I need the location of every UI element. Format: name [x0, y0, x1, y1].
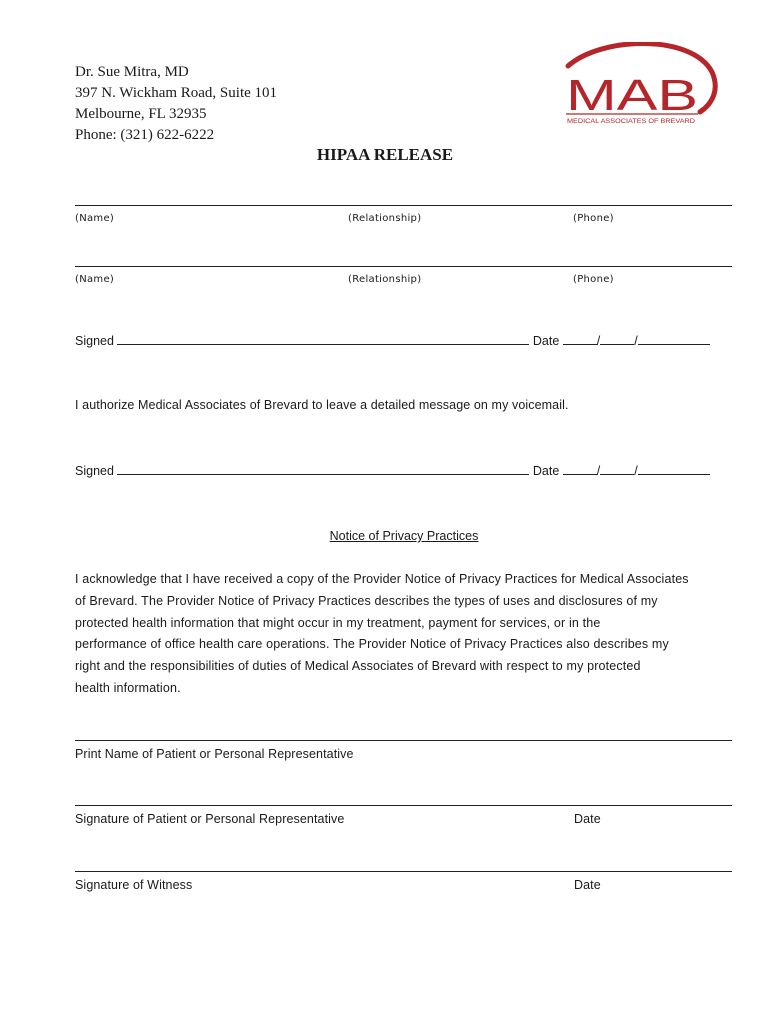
contact-1-relationship-label: (Relationship): [348, 213, 422, 224]
date-separator: /: [596, 334, 601, 348]
date-day-line[interactable]: [600, 333, 634, 345]
paragraph-line: right and the responsibilities of duties of Medical Associates of Brevard with respect to my protected: [75, 659, 641, 674]
contact-2-line[interactable]: [75, 266, 732, 267]
paragraph-line: I acknowledge that I have received a copy of the Provider Notice of Privacy Practices for Medical Associates: [75, 572, 689, 586]
date-year-line[interactable]: [638, 463, 710, 475]
print-name-label: Print Name of Patient or Personal Representative: [75, 747, 354, 761]
date-label: Date: [532, 334, 560, 348]
paragraph-line: health information.: [75, 680, 181, 695]
practice-address: [75, 62, 277, 146]
contact-1-name-label: (Name): [75, 213, 115, 224]
print-name-line[interactable]: [75, 740, 732, 741]
witness-signature-label: Signature of Witness: [75, 878, 193, 892]
paragraph-line: of Brevard. The Provider Notice of Privacy Practices describes the types of uses and disclosures of my: [75, 593, 658, 608]
logo-letters: MAB: [566, 71, 698, 120]
date-separator: /: [634, 464, 638, 478]
patient-signature-line[interactable]: [75, 805, 732, 806]
contact-2-phone-label: (Phone): [573, 274, 614, 285]
signed-label: Signed: [75, 334, 114, 348]
date-separator: /: [596, 464, 601, 478]
contact-2-name-label: (Name): [75, 274, 115, 285]
paragraph-line: protected health information that might occur in my treatment, payment for services, or in the: [75, 615, 601, 630]
patient-date-label: Date: [574, 812, 601, 826]
signature-row-2: [75, 463, 735, 478]
paragraph-line: performance of office health care operations. The Provider Notice of Privacy Practices also describes my: [75, 637, 669, 652]
street-address: 397 N. Wickham Road, Suite 101: [75, 85, 278, 101]
signature-line[interactable]: [117, 333, 529, 345]
contact-2-relationship-label: (Relationship): [348, 274, 422, 285]
notice-heading: Notice of Privacy Practices: [329, 529, 479, 543]
date-month-line[interactable]: [563, 333, 597, 345]
date-month-line[interactable]: [563, 463, 597, 475]
contact-1-phone-label: (Phone): [573, 213, 614, 224]
notice-paragraph: [75, 569, 740, 700]
date-separator: /: [634, 334, 638, 348]
voicemail-authorization: I authorize Medical Associates of Brevard to leave a detailed message on my voicemail.: [75, 398, 569, 412]
mab-logo: [562, 42, 722, 128]
doctor-name: Dr. Sue Mitra, MD: [75, 64, 189, 80]
witness-signature-line[interactable]: [75, 871, 732, 872]
page-title: HIPAA RELEASE: [316, 145, 454, 164]
signed-label: Signed: [75, 464, 114, 478]
date-year-line[interactable]: [638, 333, 710, 345]
witness-date-label: Date: [574, 878, 601, 892]
signature-row-1: [75, 333, 735, 348]
signature-line[interactable]: [117, 463, 529, 475]
date-label: Date: [532, 464, 560, 478]
city-state-zip: Melbourne, FL 32935: [75, 106, 207, 122]
date-day-line[interactable]: [600, 463, 634, 475]
patient-signature-label: Signature of Patient or Personal Representative: [75, 812, 345, 826]
contact-1-line[interactable]: [75, 205, 732, 206]
logo-subtitle: MEDICAL ASSOCIATES OF BREVARD: [567, 118, 696, 125]
phone-number: Phone: (321) 622-6222: [75, 127, 215, 143]
